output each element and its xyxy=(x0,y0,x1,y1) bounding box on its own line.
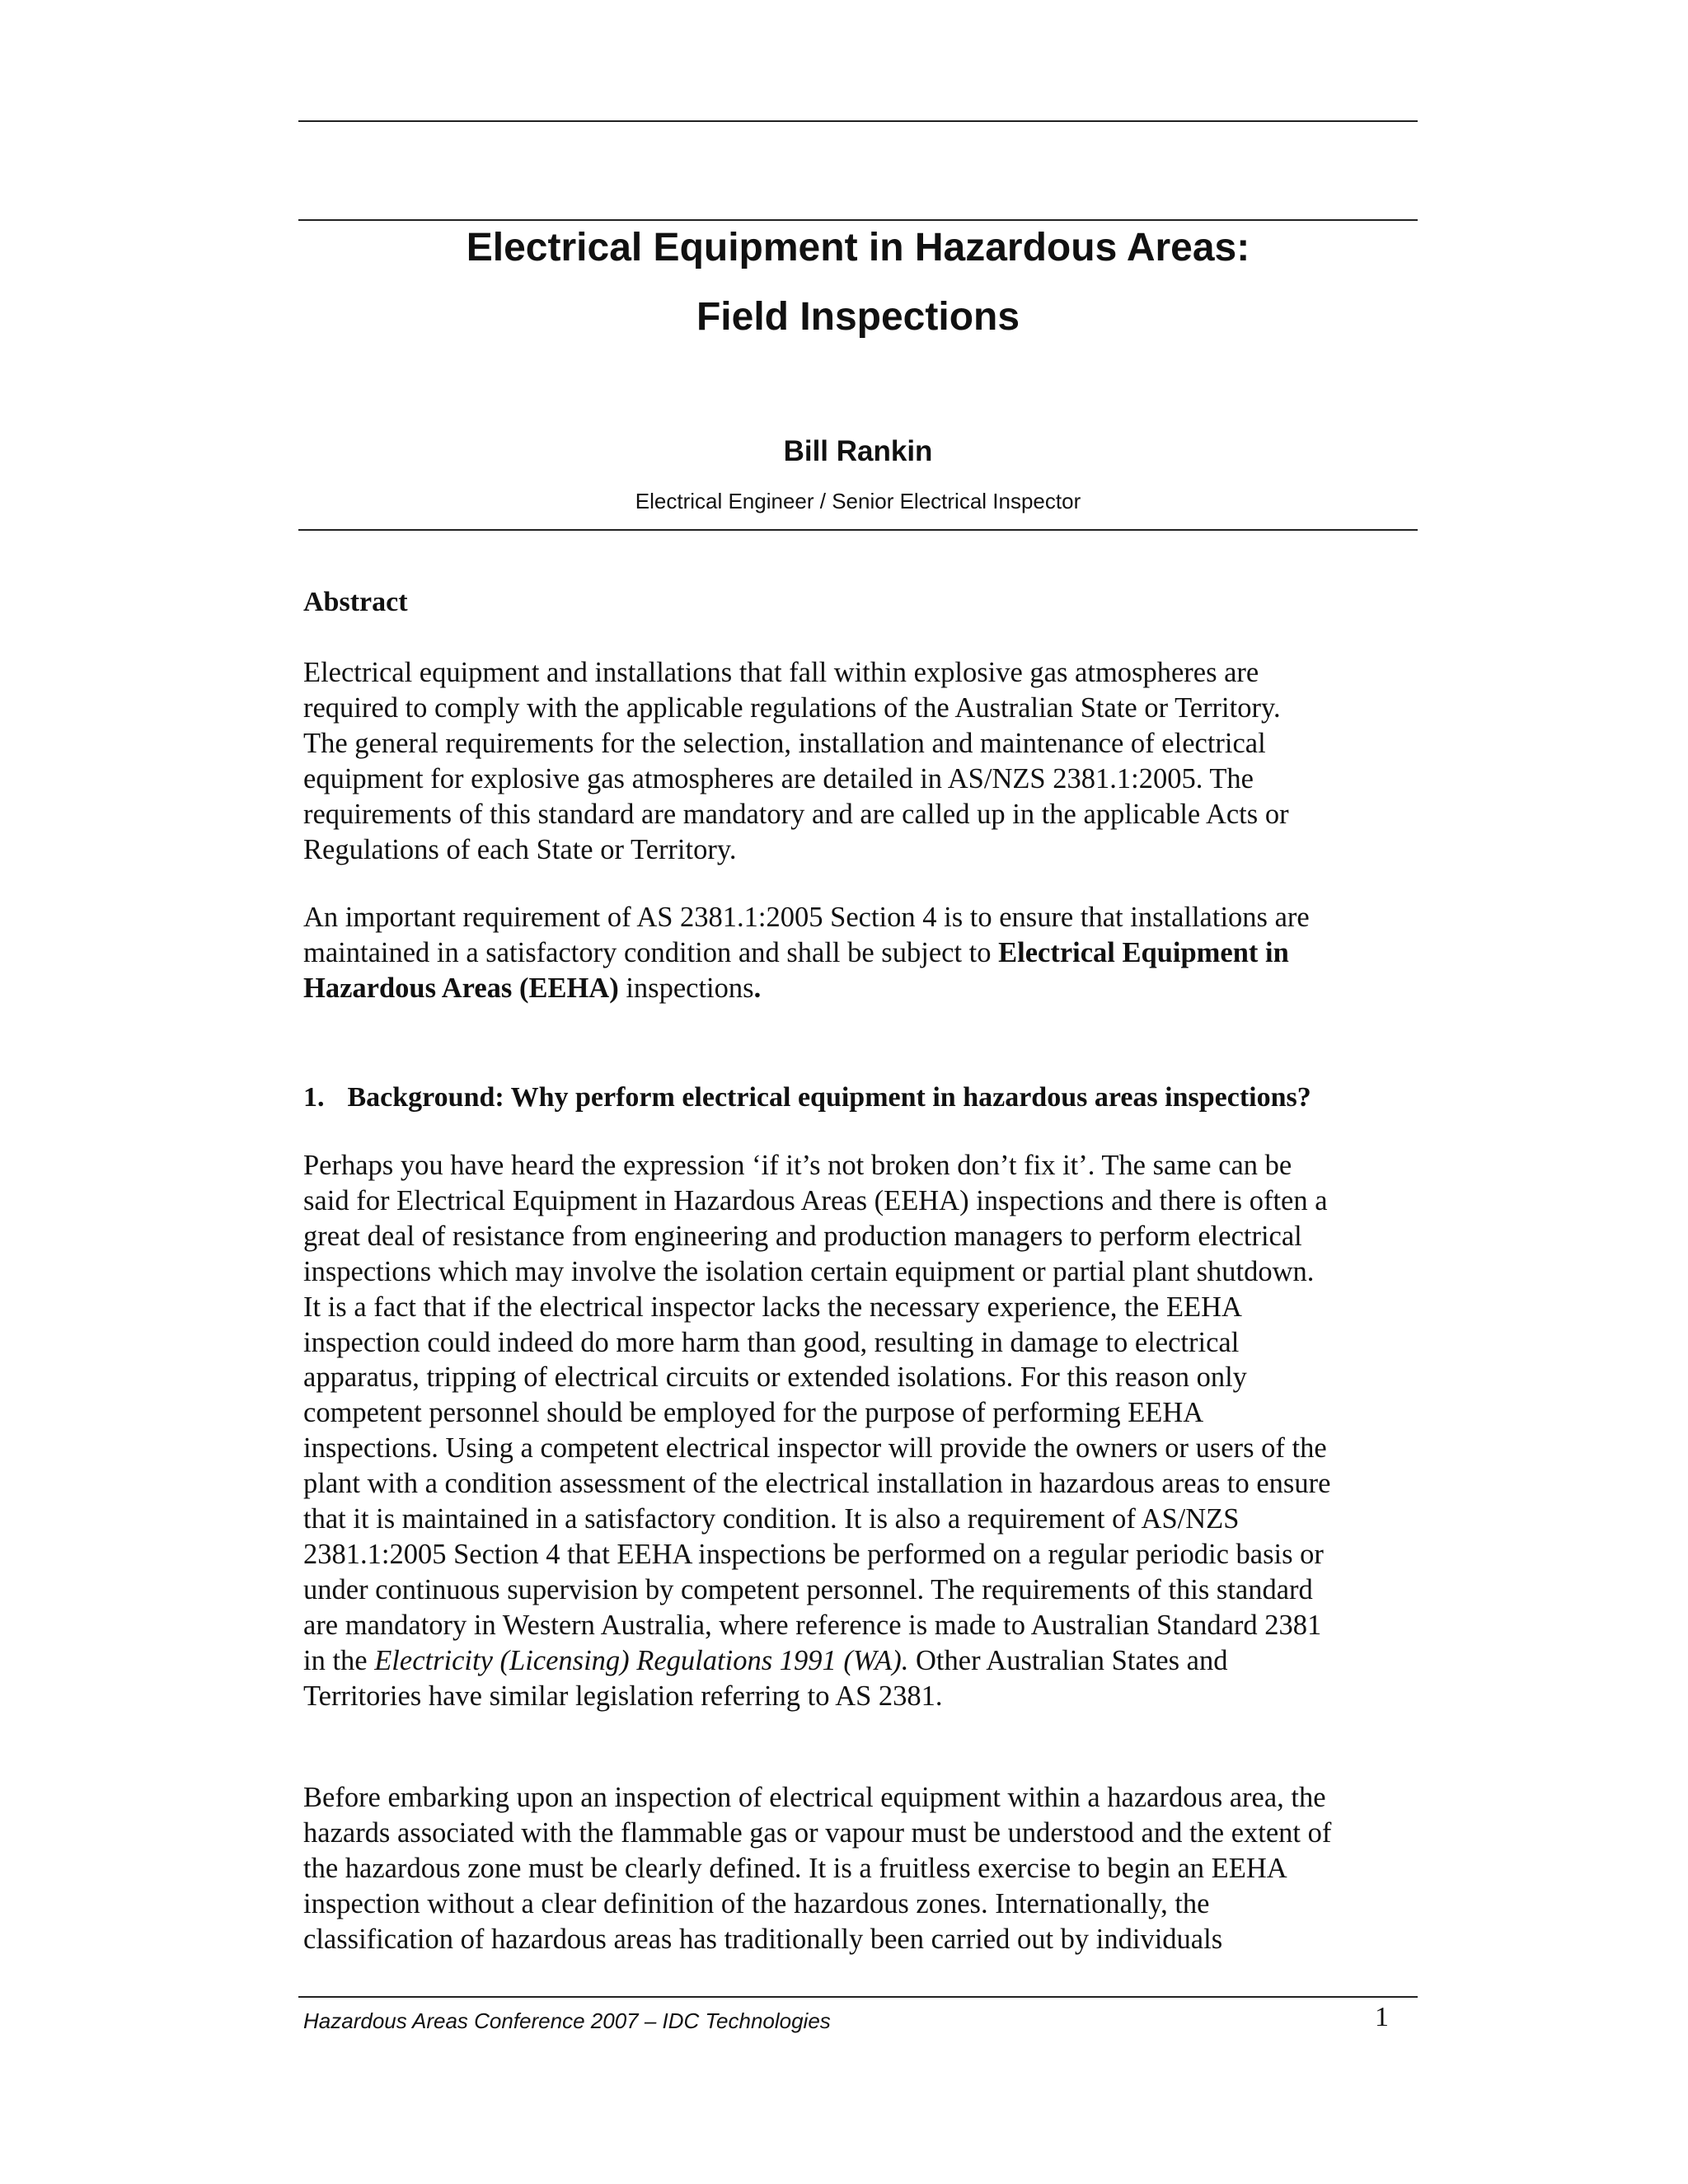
text-line: hazards associated with the flammable gas or vapour must be understood and the extent of xyxy=(303,1816,1332,1849)
text-run: Other Australian States and xyxy=(908,1644,1228,1676)
text-line: are mandatory in Western Australia, where reference is made to Australian Standard 2381 xyxy=(303,1609,1322,1641)
page-number: 1 xyxy=(1375,2002,1389,2032)
text-line: It is a fact that if the electrical inspector lacks the necessary experience, the EEHA xyxy=(303,1291,1242,1323)
text-line: competent personnel should be employed for the purpose of performing EEHA xyxy=(303,1397,1204,1429)
text-line xyxy=(303,935,1424,971)
bold-term: Hazardous Areas (EEHA) xyxy=(303,972,619,1004)
title-top-rule xyxy=(298,219,1418,221)
text-line: Territories have similar legislation referring to AS 2381. xyxy=(303,1680,943,1712)
text-run: inspections xyxy=(618,972,754,1004)
section-number: 1. xyxy=(303,1082,325,1113)
bold-period: . xyxy=(753,972,762,1004)
text-line: classification of hazardous areas has traditionally been carried out by individuals xyxy=(303,1923,1223,1955)
text-line: plant with a condition assessment of the electrical installation in hazardous areas to ensure xyxy=(303,1468,1331,1500)
text-line: Electrical equipment and installations that fall within explosive gas atmospheres are xyxy=(303,657,1259,688)
footer-text: Hazardous Areas Conference 2007 – IDC Technologies xyxy=(303,2008,831,2033)
text-line: inspection could indeed do more harm than good, resulting in damage to electrical xyxy=(303,1326,1240,1358)
italic-citation: Electricity (Licensing) Regulations 1991 (WA). xyxy=(374,1644,909,1676)
section-1-paragraph-1 xyxy=(303,1148,1424,1714)
abstract-paragraph-1 xyxy=(303,655,1424,867)
text-line: Regulations of each State or Territory. xyxy=(303,833,737,865)
author-name: Bill Rankin xyxy=(783,435,933,467)
bold-term: Electrical Equipment in xyxy=(998,936,1289,968)
text-line: Perhaps you have heard the expression ‘if it’s not broken don’t fix it’. The same can be xyxy=(303,1150,1292,1181)
text-line: inspections. Using a competent electrical inspector will provide the owners or users of the xyxy=(303,1432,1327,1465)
header-bottom-rule xyxy=(298,529,1418,531)
text-line: An important requirement of AS 2381.1:2005 Section 4 is to ensure that installations are xyxy=(303,902,1310,933)
text-run: in the xyxy=(303,1644,375,1676)
text-line: under continuous supervision by competent personnel. The requirements of this standard xyxy=(303,1573,1313,1605)
abstract-paragraph-2 xyxy=(303,900,1424,1006)
section-1-paragraph-2 xyxy=(303,1780,1424,1957)
text-line: that it is maintained in a satisfactory condition. It is also a requirement of AS/NZS xyxy=(303,1503,1240,1535)
section-title: Background: Why perform electrical equipment in hazardous areas inspections? xyxy=(347,1082,1311,1113)
section-heading xyxy=(303,1080,1311,1115)
text-line xyxy=(303,971,1424,1006)
text-line: the hazardous zone must be clearly defined. It is a fruitless exercise to begin an EEHA xyxy=(303,1852,1287,1884)
text-line: great deal of resistance from engineering and production managers to perform electrical xyxy=(303,1220,1302,1252)
text-line: said for Electrical Equipment in Hazardous Areas (EEHA) inspections and there is often a xyxy=(303,1184,1328,1216)
text-line: The general requirements for the selection, installation and maintenance of electrical xyxy=(303,727,1266,759)
text-line: inspection without a clear definition of the hazardous zones. Internationally, the xyxy=(303,1887,1210,1919)
text-line: requirements of this standard are mandatory and are called up in the applicable Acts or xyxy=(303,798,1289,830)
page-title-line-2: Field Inspections xyxy=(696,295,1020,339)
page-title-line-1: Electrical Equipment in Hazardous Areas: xyxy=(466,226,1250,269)
footer-rule xyxy=(298,1996,1418,1998)
text-line: equipment for explosive gas atmospheres are detailed in AS/NZS 2381.1:2005. The xyxy=(303,762,1254,794)
text-line: inspections which may involve the isolation certain equipment or partial plant shutdown. xyxy=(303,1255,1315,1287)
text-line: Before embarking upon an inspection of electrical equipment within a hazardous area, the xyxy=(303,1782,1326,1813)
text-line xyxy=(303,1643,1424,1679)
author-affiliation: Electrical Engineer / Senior Electrical Inspector xyxy=(635,489,1081,513)
text-line: apparatus, tripping of electrical circuits or extended isolations. For this reason only xyxy=(303,1361,1247,1394)
text-run: maintained in a satisfactory condition and shall be subject to xyxy=(303,936,999,968)
text-line: 2381.1:2005 Section 4 that EEHA inspections be performed on a regular periodic basis or xyxy=(303,1538,1324,1570)
top-rule xyxy=(298,120,1418,122)
abstract-heading: Abstract xyxy=(303,587,408,617)
text-line: required to comply with the applicable regulations of the Australian State or Territory. xyxy=(303,691,1281,724)
